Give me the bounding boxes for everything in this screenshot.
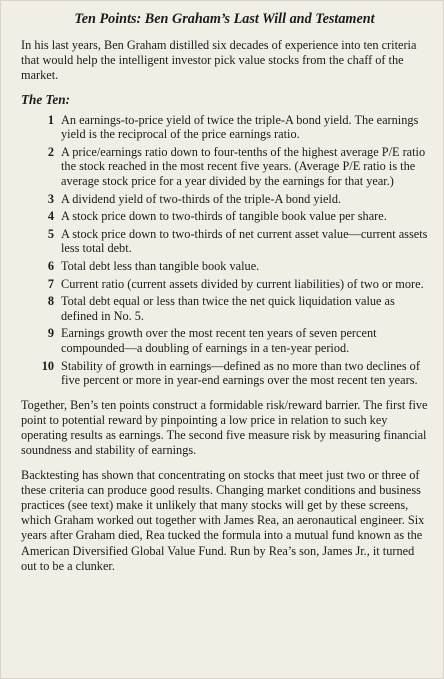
item-number: 8 [47,294,54,309]
box-title: Ten Points: Ben Graham’s Last Will and Testament [74,11,375,27]
list-item [21,113,428,142]
list-item [21,294,428,323]
item-text: A price/earnings ratio down to four-tenths of the highest average P/E ratio the stock reached in the most recent five years. (Average P/E ratio is the average stock price for a year divided by the earnings for that year.) [61,144,426,188]
item-number: 6 [47,258,54,273]
list-item [21,209,428,224]
item-text: A stock price down to two-thirds of tangible book value per share. [61,209,387,224]
item-number: 9 [47,326,54,341]
list-heading: The Ten: [21,91,70,107]
list-item [21,192,428,207]
item-text: An earnings-to-price yield of twice the triple-A bond yield. The earnings yield is the reciprocal of the price earnings ratio. [61,112,419,142]
list-item [21,277,428,292]
item-text: Total debt less than tangible book value. [61,258,260,273]
item-text: A dividend yield of two-thirds of the triple-A bond yield. [61,191,342,206]
item-text: Current ratio (current assets divided by current liabilities) of two or more. [61,276,424,291]
ten-points-list [21,113,428,388]
list-item [21,227,428,256]
list-item [21,326,428,355]
list-item [21,259,428,274]
item-number: 4 [47,209,54,224]
item-text: Earnings growth over the most recent ten years of seven percent compounded—a doubling of earnings in a ten-year period. [61,326,377,355]
list-item [21,145,428,189]
item-number: 5 [47,226,54,241]
backtesting-paragraph: Backtesting has shown that concentrating on stocks that meet just two or three of these criteria can produce good results. Changing market conditions and business practices (see text) make it unlikely that many stocks will get by these screens, which Graham worked out together with James Rea, an aeronautical engineer. Six years after Graham died, Rea tucked the formula into a mutual fund known as the American Diversified Global Value Fund. Run by Rea’s son, James Jr., it turned out to be a clunker. [21,467,425,573]
item-number: 2 [47,144,54,159]
item-number: 10 [41,358,54,373]
item-number: 1 [47,112,54,127]
list-item [21,359,428,388]
item-text: A stock price down to two-thirds of net current asset value—current assets less total debt. [61,226,428,256]
intro-paragraph: In his last years, Ben Graham distilled six decades of experience into ten criteria that would help the intelligent investor pick value stocks from the chaff of the market. [21,38,417,83]
item-number: 7 [47,276,54,291]
item-text: Stability of growth in earnings—defined as no more than two declines of five percent or more in year-end earnings over the most recent ten years. [61,358,420,388]
item-number: 3 [47,191,54,206]
item-text: Total debt equal or less than twice the net quick liquidation value as defined in No. 5. [61,294,395,323]
summary-paragraph: Together, Ben’s ten points construct a formidable risk/reward barrier. The first five point to potential reward by pinpointing a low price in relation to such key operating results as earnings. The second five measure risk by measuring financial soundness and stability of earnings. [21,397,428,458]
